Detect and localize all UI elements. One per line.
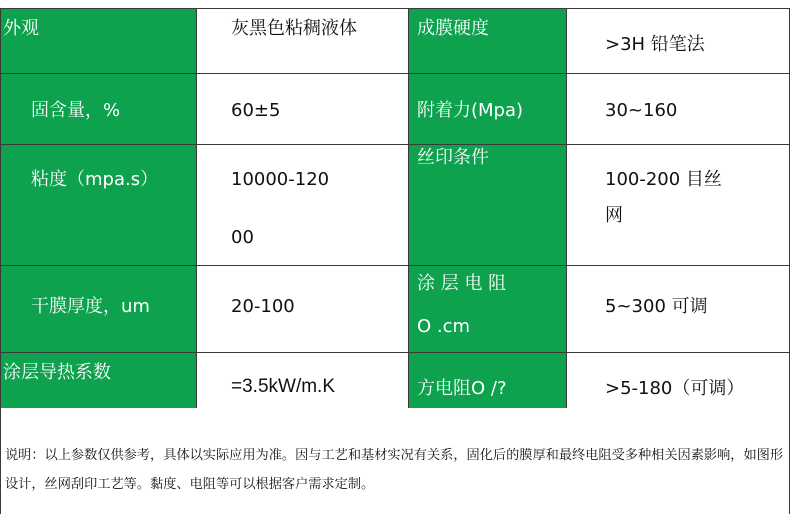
value-appearance: 灰黑色粘稠液体 — [197, 9, 409, 74]
value-sheet-resistance: >5-180（可调） — [567, 353, 790, 420]
label-film-hardness: 成膜硬度 — [409, 9, 567, 74]
table-row — [1, 145, 790, 266]
label-dry-film-thickness: 干膜厚度，um — [1, 266, 197, 353]
value-adhesion: 30~160 — [567, 74, 790, 145]
label-screen-print-conditions: 丝印条件 — [409, 145, 567, 266]
disclaimer-text: 说明：以上参数仅供参考，具体以实际应用为准。因与工艺和基材实况有关系，固化后的膜厚和最终电阻受多种相关因素影响，如图形设计，丝网刮印工艺等。黏度、电阻等可以根据客户需求定制。 — [5, 448, 784, 492]
table-row — [1, 9, 790, 74]
table-row — [1, 266, 790, 353]
label-thermal-conductivity: 涂层导热系数 — [1, 353, 197, 420]
disclaimer-note — [0, 408, 790, 514]
label-appearance: 外观 — [1, 9, 197, 74]
value-solid-content: 60±5 — [197, 74, 409, 145]
spec-table — [0, 8, 790, 420]
label-solid-content: 固含量，% — [1, 74, 197, 145]
value-thermal-conductivity: =3.5kW/m.K — [197, 353, 409, 420]
label-adhesion: 附着力(Mpa) — [409, 74, 567, 145]
table-row — [1, 74, 790, 145]
value-screen-print-conditions: 100-200 目丝 网 — [567, 145, 790, 266]
value-dry-film-thickness: 20-100 — [197, 266, 409, 353]
value-coating-resistivity: 5~300 可调 — [567, 266, 790, 353]
value-viscosity: 10000-120 00 — [197, 145, 409, 266]
label-coating-resistivity: 涂 层 电 阻 O .cm — [409, 266, 567, 353]
label-sheet-resistance: 方电阻O /? — [409, 353, 567, 420]
value-film-hardness: >3H 铅笔法 — [567, 9, 790, 74]
label-viscosity: 粘度（mpa.s） — [1, 145, 197, 266]
